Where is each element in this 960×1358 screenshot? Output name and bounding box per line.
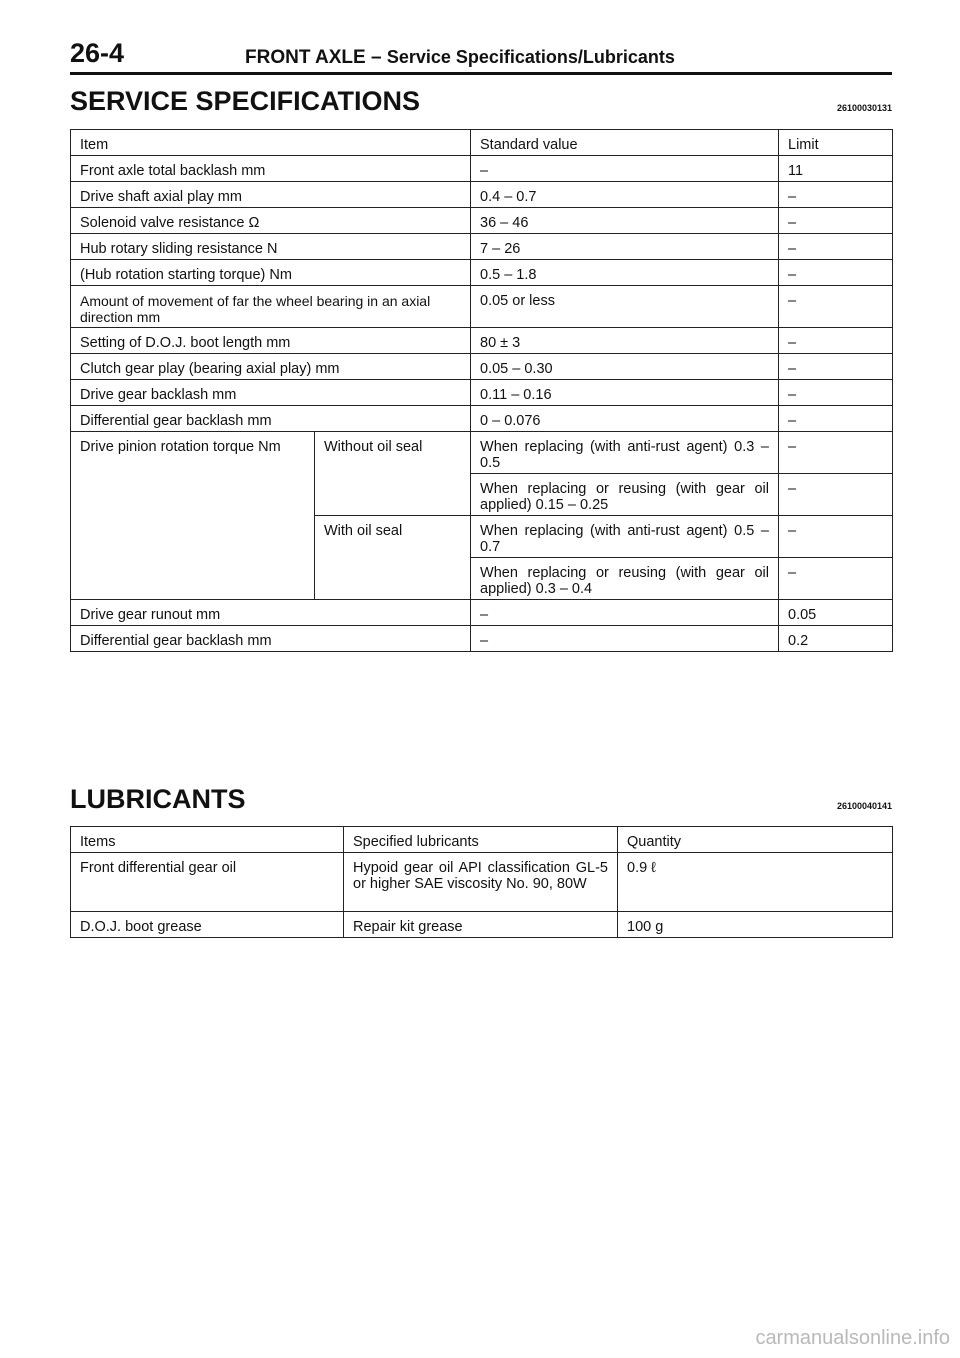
- row-limit: –: [779, 354, 893, 380]
- lubricants-title: LUBRICANTS: [70, 784, 246, 814]
- row-quantity: 100 g: [618, 912, 893, 938]
- watermark: carmanualsonline.info: [755, 1327, 950, 1349]
- table-row: [71, 260, 893, 286]
- lubricants-heading: [70, 784, 892, 815]
- page-header: [70, 38, 892, 75]
- row-item: Clutch gear play (bearing axial play) mm: [71, 354, 471, 380]
- pinion-case-value: When replacing or reusing (with gear oil applied) 0.15 – 0.25: [471, 474, 779, 516]
- table-row: [71, 406, 893, 432]
- row-standard: 7 – 26: [471, 234, 779, 260]
- pinion-case-value: When replacing (with anti-rust agent) 0.3 – 0.5: [471, 432, 779, 474]
- row-item: Differential gear backlash mm: [71, 406, 471, 432]
- table-row: [71, 286, 893, 328]
- table-row: [71, 626, 893, 652]
- pinion-case-limit: –: [779, 432, 893, 474]
- pinion-item: Drive pinion rotation torque Nm: [71, 432, 315, 600]
- service-specs-title: SERVICE SPECIFICATIONS: [70, 86, 421, 116]
- row-standard: 0.4 – 0.7: [471, 182, 779, 208]
- row-item: (Hub rotation starting torque) Nm: [71, 260, 471, 286]
- row-lubricant: Repair kit grease: [344, 912, 618, 938]
- pinion-case-limit: –: [779, 516, 893, 558]
- pinion-with-seal: With oil seal: [315, 516, 471, 600]
- pinion-case-value: When replacing (with anti-rust agent) 0.5 – 0.7: [471, 516, 779, 558]
- row-limit: 11: [779, 156, 893, 182]
- row-limit: –: [779, 328, 893, 354]
- pinion-case-limit: –: [779, 474, 893, 516]
- row-limit: –: [779, 182, 893, 208]
- header-standard: Standard value: [471, 130, 779, 156]
- row-item: Front axle total backlash mm: [71, 156, 471, 182]
- row-limit: 0.05: [779, 600, 893, 626]
- row-limit: –: [779, 286, 893, 328]
- row-item: Differential gear backlash mm: [71, 626, 471, 652]
- table-row: [71, 234, 893, 260]
- table-row: [71, 328, 893, 354]
- table-row: [71, 853, 893, 912]
- header-item: Item: [71, 130, 471, 156]
- header-limit: Limit: [779, 130, 893, 156]
- row-limit: –: [779, 260, 893, 286]
- row-limit: 0.2: [779, 626, 893, 652]
- table-row: [71, 156, 893, 182]
- table-header-row: [71, 827, 893, 853]
- row-item: Solenoid valve resistance Ω: [71, 208, 471, 234]
- row-standard: –: [471, 626, 779, 652]
- pinion-case-value: When replacing or reusing (with gear oil applied) 0.3 – 0.4: [471, 558, 779, 600]
- row-limit: –: [779, 406, 893, 432]
- row-limit: –: [779, 234, 893, 260]
- pinion-case-limit: –: [779, 558, 893, 600]
- pinion-without-seal: Without oil seal: [315, 432, 471, 516]
- table-row: [71, 912, 893, 938]
- service-specs-code: 26100030131: [836, 103, 892, 113]
- row-standard: 0.5 – 1.8: [471, 260, 779, 286]
- row-limit: –: [779, 208, 893, 234]
- table-row: [71, 600, 893, 626]
- row-limit: –: [779, 380, 893, 406]
- header-subtitle: Service Specifications/Lubricants: [386, 47, 675, 67]
- row-standard: 0.11 – 0.16: [471, 380, 779, 406]
- row-lubricant: Hypoid gear oil API classification GL-5 or higher SAE viscosity No. 90, 80W: [344, 853, 618, 912]
- table-row: [71, 354, 893, 380]
- row-item: Setting of D.O.J. boot length mm: [71, 328, 471, 354]
- row-item: Drive gear runout mm: [71, 600, 471, 626]
- table-row: [71, 432, 893, 474]
- lubricants-code: 26100040141: [836, 801, 892, 811]
- header-items: Items: [71, 827, 344, 853]
- table-row: [71, 182, 893, 208]
- lubricants-table: [70, 826, 893, 938]
- row-standard: 0.05 – 0.30: [471, 354, 779, 380]
- header-section: FRONT AXLE –: [245, 47, 382, 68]
- row-standard: 0.05 or less: [471, 286, 779, 328]
- row-standard: 80 ± 3: [471, 328, 779, 354]
- page-number: 26-4: [70, 38, 125, 68]
- header-title: [245, 47, 675, 69]
- row-item: Amount of movement of far the wheel bearing in an axial direction mm: [71, 286, 471, 328]
- table-row: [71, 380, 893, 406]
- row-quantity: 0.9 ℓ: [618, 853, 893, 912]
- table-row: [71, 208, 893, 234]
- service-specs-heading: [70, 86, 892, 117]
- row-item: Drive shaft axial play mm: [71, 182, 471, 208]
- row-standard: –: [471, 600, 779, 626]
- row-standard: –: [471, 156, 779, 182]
- row-standard: 36 – 46: [471, 208, 779, 234]
- header-lubricants: Specified lubricants: [344, 827, 618, 853]
- row-item: D.O.J. boot grease: [71, 912, 344, 938]
- row-item: Front differential gear oil: [71, 853, 344, 912]
- service-specs-table: [70, 129, 893, 652]
- row-item: Drive gear backlash mm: [71, 380, 471, 406]
- header-quantity: Quantity: [618, 827, 893, 853]
- table-header-row: [71, 130, 893, 156]
- row-item: Hub rotary sliding resistance N: [71, 234, 471, 260]
- row-standard: 0 – 0.076: [471, 406, 779, 432]
